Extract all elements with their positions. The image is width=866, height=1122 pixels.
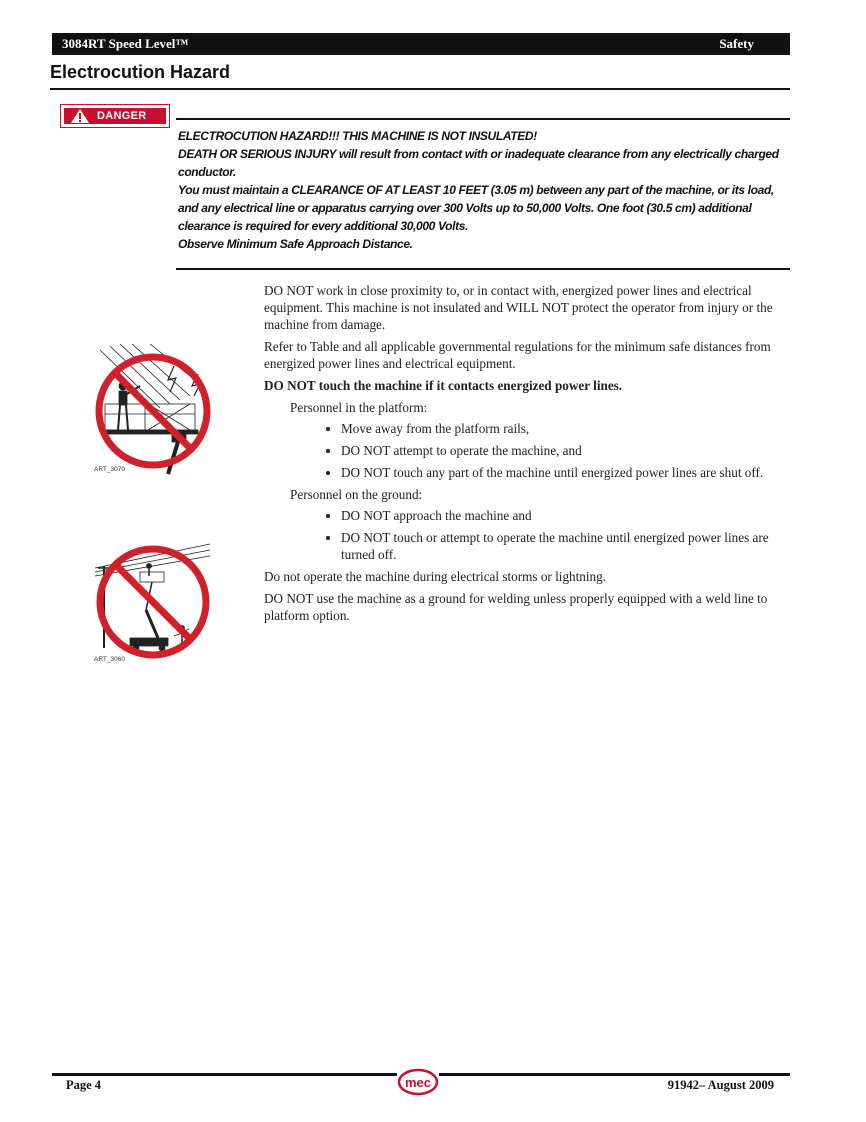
list-item: • DO NOT approach the machine and <box>341 507 790 524</box>
art-label-2: ART_3060 <box>94 656 125 663</box>
ground-personnel-heading: Personnel on the ground: <box>290 487 423 502</box>
page-number: Page 4 <box>66 1078 102 1092</box>
page-title: Electrocution Hazard <box>50 62 231 82</box>
danger-line: You must maintain a CLEARANCE OF AT LEAST 10 FEET (3.05 m) between any part of the machine, or its load, and any electrical line or apparatus carrying over 300 Volts up to 50,000 Volts. One foot (30.5 cm) additional clearance is required for every additional 30,000 Volts. <box>178 183 774 233</box>
danger-label <box>64 108 166 124</box>
list-item: • Move away from the platform rails, <box>341 420 790 437</box>
art-label-1: ART_3070 <box>94 466 125 473</box>
logo-text: mec <box>404 1075 432 1090</box>
list-item: • DO NOT touch any part of the machine until energized power lines are shut off. <box>341 464 790 481</box>
platform-personnel-list <box>264 420 790 481</box>
danger-label-text: DANGER <box>97 110 147 122</box>
doc-number-date: 91942– August 2009 <box>667 1078 774 1092</box>
paragraph: Refer to Table and all applicable governmental regulations for the minimum safe distances from energized power lines and electrical equipment. <box>264 339 771 371</box>
doc-title: 3084RT Speed Level™ <box>62 36 189 51</box>
list-item: • DO NOT attempt to operate the machine, and <box>341 442 790 459</box>
ground-personnel-list <box>264 507 790 563</box>
mec-logo <box>397 1068 439 1096</box>
paragraph: DO NOT work in close proximity to, or in contact with, energized power lines and electrical equipment. This machine is not insulated and WILL NOT protect the operator from injury or the machine from damage. <box>264 283 773 332</box>
danger-line: Observe Minimum Safe Approach Distance. <box>178 237 413 251</box>
title-divider <box>50 88 790 90</box>
prohibited-ground-contact-illustration <box>90 538 220 668</box>
warning-triangle-icon <box>70 108 90 124</box>
danger-bottom-rule <box>176 268 790 270</box>
section-name: Safety <box>719 36 754 51</box>
danger-line: ELECTROCUTION HAZARD!!! THIS MACHINE IS NOT INSULATED! <box>178 129 537 143</box>
header-bar <box>52 33 790 55</box>
prohibited-platform-near-powerline-illustration <box>90 344 220 478</box>
list-item: • DO NOT touch or attempt to operate the machine until energized power lines are turned off. <box>341 529 790 563</box>
danger-line: DEATH OR SERIOUS INJURY will result from contact with or inadequate clearance from any electrically charged conductor. <box>178 147 779 179</box>
danger-label-box <box>60 104 170 128</box>
bold-warning-paragraph: DO NOT touch the machine if it contacts energized power lines. <box>264 378 623 393</box>
danger-message <box>178 127 790 253</box>
paragraph: DO NOT use the machine as a ground for welding unless properly equipped with a weld line to platform option. <box>264 591 768 623</box>
platform-personnel-heading: Personnel in the platform: <box>290 400 428 415</box>
danger-top-rule <box>176 118 790 120</box>
body-text <box>264 282 790 629</box>
paragraph: Do not operate the machine during electrical storms or lightning. <box>264 569 607 584</box>
